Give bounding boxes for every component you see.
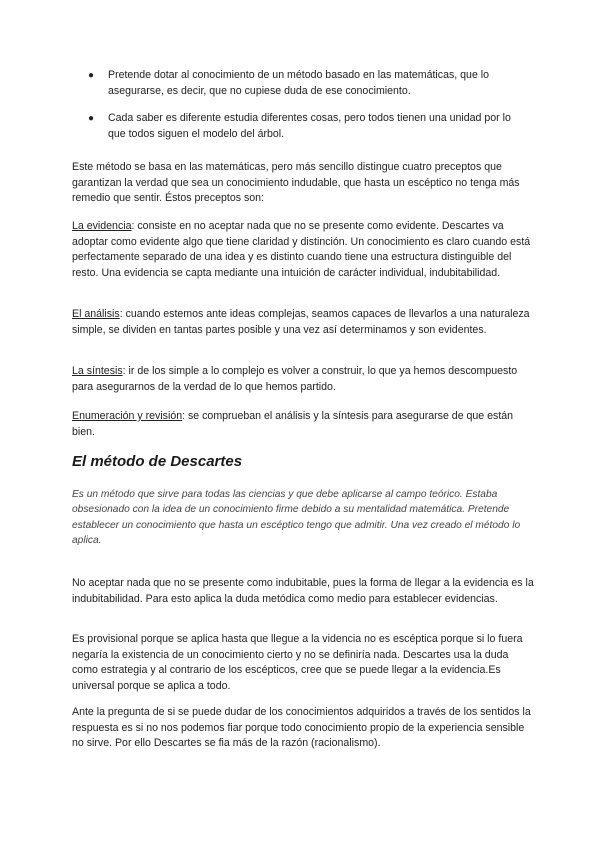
precept-term: El análisis [72, 308, 120, 320]
list-item [88, 68, 528, 99]
precept-text: : consiste en no aceptar nada que no se presente como evidente. Descartes va adoptar como evidente algo que tiene claridad y distinción. Un conocimiento es claro cuando está perfectamente separado de una idea y es distinto cuando tiene una estructura distinguible del resto. Una evidencia se capta mediante una intuición de carácter individual, indubitabilidad. [72, 220, 531, 279]
bullet-icon: ● [88, 113, 95, 124]
precept-text: : cuando estemos ante ideas complejas, seamos capaces de llevarlos a una naturaleza simple, se dividen en tantas partes posible y una vez así determinamos y son evidentes. [72, 308, 530, 336]
section-heading: El método de Descartes [72, 453, 243, 470]
list-item [88, 111, 528, 142]
precept-enumeracion [72, 409, 534, 440]
body-paragraph: Ante la pregunta de si se puede dudar de los conocimientos adquiridos a través de los sentidos la respuesta es si no nos podemos fiar porque todo conocimiento propio de la experiencia sensible no sirve. Por ello Descartes se fia más de la razón (racionalismo). [72, 706, 531, 749]
body-paragraph: No aceptar nada que no se presente como indubitable, pues la forma de llegar a la evidencia es la indubitabilidad. Para esto aplica la duda metódica como medio para establecer evidencias. [72, 577, 534, 605]
precept-term: Enumeración y revisión [72, 410, 183, 422]
precept-text: : se comprueban el análisis y la síntesis para asegurarse de que están bien. [72, 410, 514, 438]
bullet-list [88, 68, 528, 154]
precept-evidencia [72, 219, 534, 281]
intro-paragraph: Este método se basa en las matemáticas, pero más sencillo distingue cuatro preceptos que garantizan la verdad que sea un conocimiento indudable, que hasta un escéptico no tenga más remedio que sentir. Éstos preceptos son: [72, 161, 520, 204]
precept-term: La evidencia [72, 220, 132, 232]
precept-text: : ir de los simple a lo complejo es volver a construir, lo que ya hemos descompuesto para asegurarnos de la verdad de lo que hemos partido. [72, 365, 518, 393]
bullet-icon: ● [88, 70, 95, 81]
bullet-text: Pretende dotar al conocimiento de un método basado en las matemáticas, que lo asegurarse, es decir, que no cupiese duda de ese conocimiento. [108, 69, 490, 97]
precept-term: La síntesis [72, 365, 123, 377]
precept-analisis [72, 307, 534, 338]
precept-sintesis [72, 364, 534, 395]
italic-summary: Es un método que sirve para todas las ciencias y que debe aplicarse al campo teórico. Estaba obsesionado con la idea de un conocimiento firme debido a su mentalidad matemática. Pretende establecer un conocimiento que hasta un escéptico tengo que admitir. Una vez creado el método lo aplica. [72, 489, 521, 547]
bullet-text: Cada saber es diferente estudia diferentes cosas, pero todos tienen una unidad por lo que todos siguen el modelo del árbol. [108, 112, 511, 140]
body-paragraph: Es provisional porque se aplica hasta que llegue a la videncia no es escéptica porque si lo fuera negaría la existencia de un conocimiento cierto y no se definiría nada. Descartes usa la duda como estrategia y al contrario de los escépticos, cree que se puede llegar a la evidencia.Es universal porque se aplica a todo. [72, 633, 523, 692]
